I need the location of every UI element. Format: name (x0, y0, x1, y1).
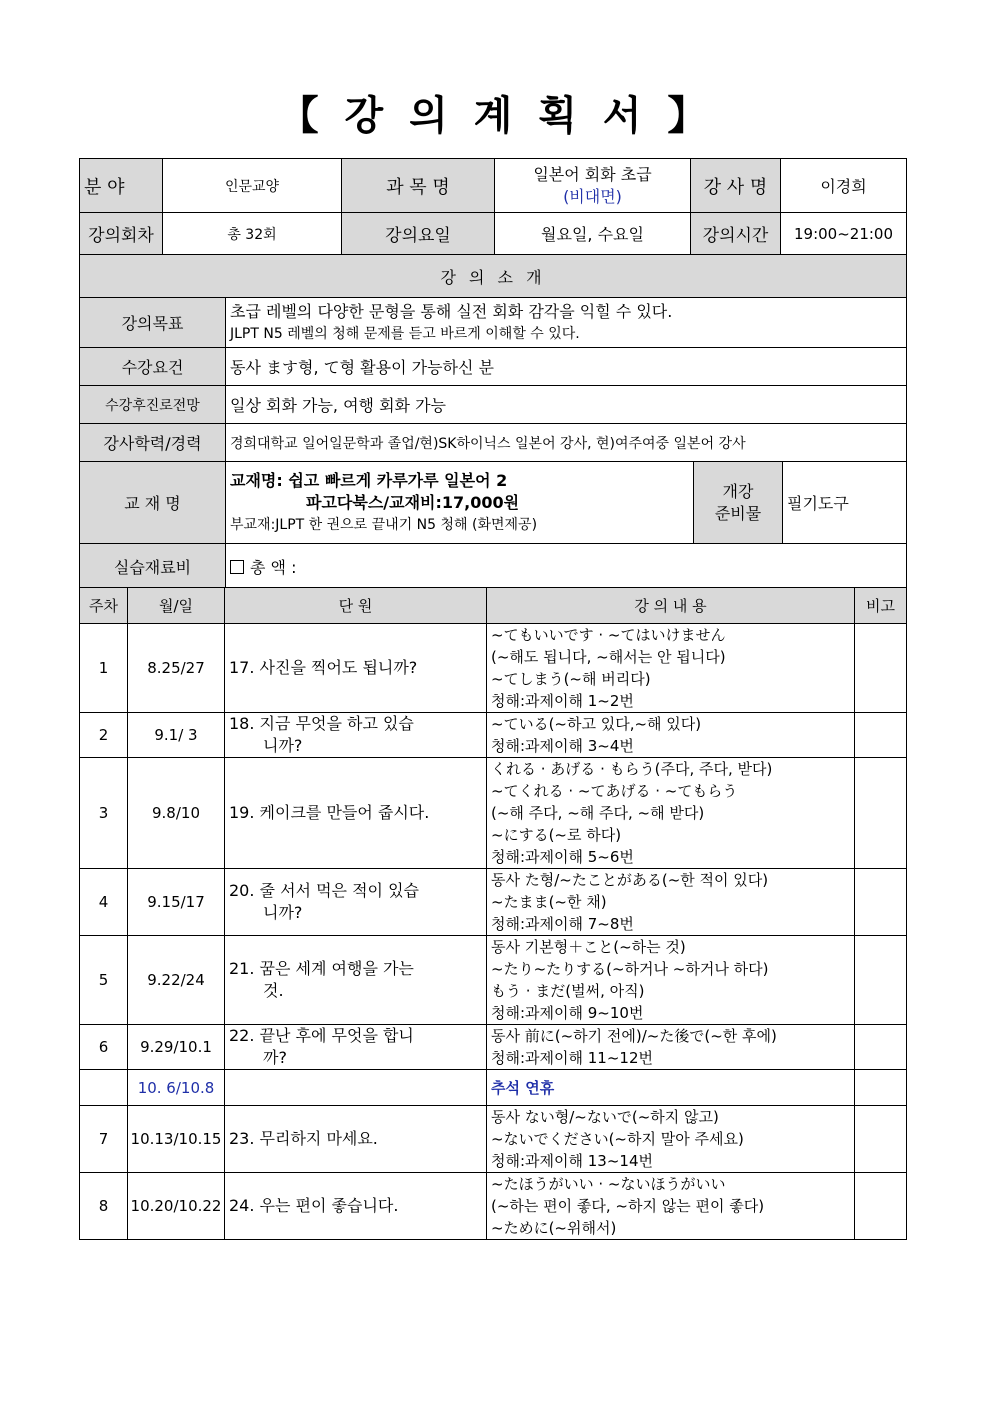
table-row (80, 1025, 907, 1070)
note-cell (855, 1070, 907, 1106)
table-row (80, 936, 907, 1025)
prep-label (694, 462, 783, 544)
course-value (495, 159, 691, 213)
content-line: 동사 前に(~하기 전에)/~た後で(~한 후에) (491, 1027, 777, 1045)
table-row (80, 624, 907, 713)
content-line: 청해:과제이해 7~8번 (491, 915, 634, 933)
date-cell: 9.1/ 3 (128, 713, 225, 758)
note-cell (855, 1106, 907, 1173)
date-cell: 10. 6/10.8 (128, 1070, 225, 1106)
week-cell: 1 (80, 624, 128, 713)
note-cell (855, 758, 907, 869)
week-cell: 4 (80, 869, 128, 936)
table-row (80, 1173, 907, 1240)
info-table (79, 158, 907, 255)
note-cell (855, 936, 907, 1025)
content-line: (~하는 편이 좋다, ~하지 않는 편이 좋다) (491, 1197, 765, 1215)
content-line: ~てしまう(~해 버리다) (491, 670, 651, 688)
content-line: ~たほうがいい · ~ないほうがいい (491, 1175, 726, 1193)
unit-title-cont: 니까? (263, 736, 303, 755)
content-line: ~ている(~하고 있다,~해 있다) (491, 715, 702, 733)
content-line: ~てくれる · ~てあげる · ~てもらう (491, 782, 738, 800)
material-value (226, 544, 907, 590)
days-value: 월요일, 수요일 (495, 213, 691, 255)
content-line: 청해:과제이해 5~6번 (491, 848, 634, 866)
unit-title: 22. 끝난 후에 무엇을 합니 (229, 1026, 414, 1045)
time-value: 19:00~21:00 (781, 213, 907, 255)
content-cell (487, 1173, 855, 1240)
career-label: 강사학력/경력 (80, 424, 226, 462)
table-row (80, 869, 907, 936)
career-value: 경희대학교 일어일문학과 졸업/현)SK하이닉스 일본어 강사, 현)여주여중 일본어 강사 (226, 424, 907, 462)
content-line: 청해:과제이해 1~2번 (491, 692, 634, 710)
content-cell (487, 624, 855, 713)
unit-cell (225, 869, 487, 936)
unit-title-cont: 까? (263, 1048, 287, 1067)
textbook-label: 교 재 명 (80, 462, 226, 544)
date-header: 월/일 (128, 588, 225, 624)
goal-value (226, 298, 907, 348)
content-cell (487, 1070, 855, 1106)
week-cell: 8 (80, 1173, 128, 1240)
course-label: 과 목 명 (342, 159, 495, 213)
content-line: 청해:과제이해 3~4번 (491, 737, 634, 755)
content-line: ~たまま(~한 채) (491, 893, 607, 911)
unit-title: 21. 꿈은 세계 여행을 가는 (229, 959, 414, 978)
unit-cell (225, 713, 487, 758)
goal-line-2: JLPT N5 레벨의 청해 문제를 듣고 바르게 이해할 수 있다. (230, 325, 580, 342)
field-label: 분 야 (80, 159, 163, 213)
date-cell: 9.22/24 (128, 936, 225, 1025)
field-value: 인문교양 (163, 159, 342, 213)
content-cell (487, 1025, 855, 1070)
content-line: ~ないでください(~하지 말아 주세요) (491, 1130, 744, 1148)
content-line: ~ために(~위해서) (491, 1219, 617, 1237)
outlook-label: 수강후진로전망 (80, 386, 226, 424)
date-cell: 9.8/10 (128, 758, 225, 869)
unit-cell (225, 1173, 487, 1240)
content-line: 동사 た형/~たことがある(~한 적이 있다) (491, 871, 769, 889)
requirement-value: 동사 ます형, て형 활용이 가능하신 분 (226, 348, 907, 386)
content-line: 동사 기본형＋こと(~하는 것) (491, 938, 686, 956)
unit-title: 17. 사진을 찍어도 됩니까? (229, 658, 418, 677)
week-cell: 3 (80, 758, 128, 869)
outlook-value: 일상 회화 가능, 여행 회화 가능 (226, 386, 907, 424)
prep-label-line-1: 개강 (722, 481, 754, 501)
material-total: 총 액 : (250, 558, 297, 577)
material-label: 실습재료비 (80, 544, 226, 590)
unit-cell (225, 624, 487, 713)
unit-cell (225, 758, 487, 869)
intro-table (79, 254, 907, 590)
sessions-value: 총 32회 (163, 213, 342, 255)
week-cell: 5 (80, 936, 128, 1025)
note-cell (855, 713, 907, 758)
page-title: 【 강 의 계 획 서 】 (278, 93, 714, 139)
schedule-table (79, 587, 907, 1240)
unit-cell (225, 1106, 487, 1173)
prep-label-line-2: 준비물 (714, 503, 762, 523)
content-line: 추석 연휴 (491, 1078, 555, 1097)
unit-title: 20. 줄 서서 먹은 적이 있습 (229, 881, 419, 900)
content-header: 강 의 내 용 (487, 588, 855, 624)
note-header: 비고 (855, 588, 907, 624)
goal-label: 강의목표 (80, 298, 226, 348)
date-cell: 10.20/10.22 (128, 1173, 225, 1240)
content-line: もう · まだ(벌써, 아직) (491, 982, 645, 1000)
content-cell (487, 1106, 855, 1173)
content-cell (487, 869, 855, 936)
instructor-label: 강 사 명 (691, 159, 781, 213)
content-line: (~해도 됩니다, ~해서는 안 됩니다) (491, 648, 726, 666)
unit-title: 18. 지금 무엇을 하고 있습 (229, 714, 414, 733)
week-header: 주차 (80, 588, 128, 624)
time-label: 강의시간 (691, 213, 781, 255)
unit-title-cont: 니까? (263, 903, 303, 922)
textbook-line-1: 교재명: 쉽고 빠르게 카루가루 일본어 2 (230, 470, 508, 490)
checkbox-icon (230, 560, 244, 574)
content-cell (487, 758, 855, 869)
content-line: ~てもいいです · ~てはいけません (491, 626, 726, 644)
unit-header: 단 원 (225, 588, 487, 624)
intro-header: 강 의 소 개 (80, 255, 907, 298)
date-cell: 9.15/17 (128, 869, 225, 936)
unit-cell (225, 936, 487, 1025)
table-row (80, 758, 907, 869)
note-cell (855, 624, 907, 713)
week-cell: 2 (80, 713, 128, 758)
course-name: 일본어 회화 초급 (533, 164, 652, 184)
content-line: ~たり~たりする(~하거나 ~하거나 하다) (491, 960, 769, 978)
week-cell: 7 (80, 1106, 128, 1173)
course-mode: (비대면) (563, 186, 622, 206)
note-cell (855, 869, 907, 936)
date-cell: 9.29/10.1 (128, 1025, 225, 1070)
date-cell: 8.25/27 (128, 624, 225, 713)
table-row (80, 1106, 907, 1173)
content-line: くれる · あげる · もらう(주다, 주다, 받다) (491, 760, 773, 778)
table-row (80, 713, 907, 758)
content-line: 청해:과제이해 11~12번 (491, 1049, 653, 1067)
week-cell: 6 (80, 1025, 128, 1070)
content-line: (~해 주다, ~해 주다, ~해 받다) (491, 804, 705, 822)
date-cell: 10.13/10.15 (128, 1106, 225, 1173)
content-cell (487, 936, 855, 1025)
week-cell (80, 1070, 128, 1106)
table-row (80, 1070, 907, 1106)
content-line: 동사 ない형/~ないで(~하지 않고) (491, 1108, 719, 1126)
days-label: 강의요일 (342, 213, 495, 255)
content-cell (487, 713, 855, 758)
goal-line-1: 초급 레벨의 다양한 문형을 통해 실전 회화 감각을 익힐 수 있다. (230, 301, 673, 321)
textbook-line-3: 부교재:JLPT 한 권으로 끝내기 N5 청해 (화면제공) (230, 516, 538, 533)
textbook-value (226, 462, 694, 544)
note-cell (855, 1173, 907, 1240)
textbook-line-2: 파고다북스/교재비:17,000원 (306, 492, 520, 512)
unit-cell (225, 1070, 487, 1106)
content-line: 청해:과제이해 9~10번 (491, 1004, 644, 1022)
content-line: ~にする(~로 하다) (491, 826, 622, 844)
instructor-value: 이경희 (781, 159, 907, 213)
unit-title: 24. 우는 편이 좋습니다. (229, 1196, 399, 1215)
unit-title: 19. 케이크를 만들어 줍시다. (229, 803, 430, 822)
content-line: 청해:과제이해 13~14번 (491, 1152, 653, 1170)
note-cell (855, 1025, 907, 1070)
unit-cell (225, 1025, 487, 1070)
sessions-label: 강의회차 (80, 213, 163, 255)
prep-value: 필기도구 (783, 462, 907, 544)
requirement-label: 수강요건 (80, 348, 226, 386)
unit-title: 23. 무리하지 마세요. (229, 1129, 378, 1148)
unit-title-cont: 것. (263, 981, 284, 1000)
